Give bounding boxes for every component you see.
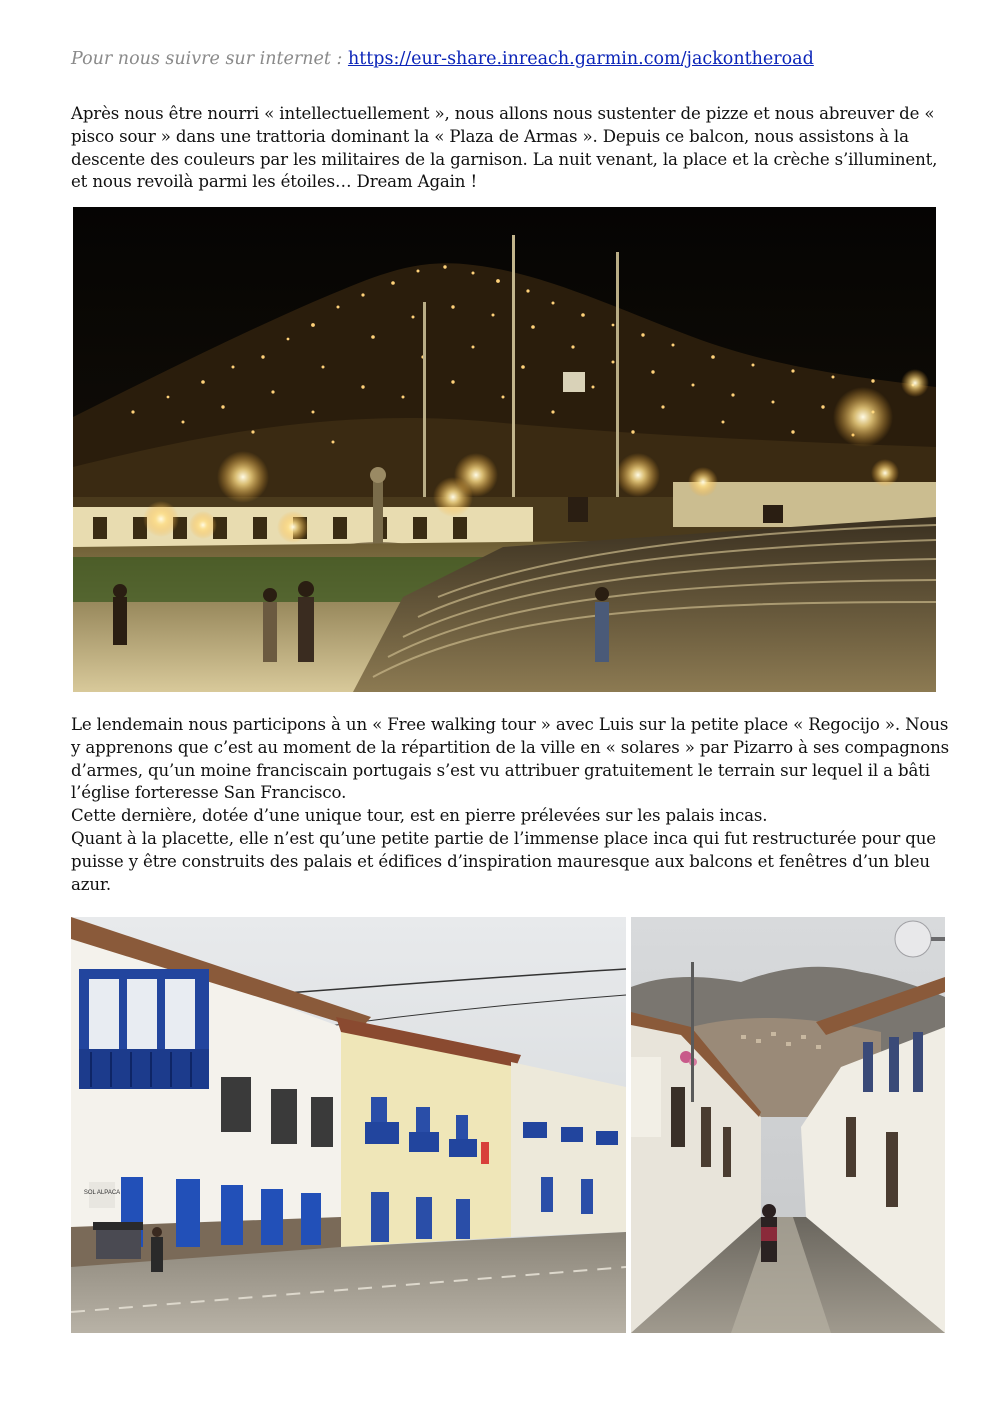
walking-tour-line-2: Cette dernière, dotée d’une unique tour, est en pierre prélevées sur les palais incas. (71, 806, 768, 826)
photo-plaza-de-armas-night (73, 207, 936, 692)
header-line (71, 47, 951, 71)
photo-blue-balconies-street (71, 917, 626, 1333)
walking-tour-line-3: Quant à la placette, elle n’est qu’une petite partie de l’immense place inca qui fut restructurée pour que puisse y être construits des palais et édifices d’inspiration mauresque aux balcons et fenêtres d’un bleu azur. (71, 828, 936, 894)
tracking-link[interactable]: https://eur-share.inreach.garmin.com/jackontheroad (347, 49, 814, 69)
photo-narrow-alley (631, 917, 945, 1333)
walking-tour-line-1: Le lendemain nous participons à un « Free walking tour » avec Luis sur la petite place « Regocijo ». Nous y apprenons que c’est au moment de la répartition de la ville en « solares » par Pizarro à ses compagnons d’armes, qu’un moine franciscain portugais s’est vu attribuer gratuitement le terrain sur lequel il a bâti l’église forteresse San Francisco. (71, 715, 950, 803)
shop-sign-text: SOL ALPACA (83, 1190, 121, 1196)
follow-us-text: Pour nous suivre sur internet : (71, 49, 343, 69)
paragraph-pisco-text: Après nous être nourri « intellectuellement », nous allons nous sustenter de pizze et nous abreuver de « pisco sour » dans une trattoria dominant la « Plaza de Armas ». Depuis ce balcon, nous assistons à la descente des couleurs par les militaires de la garnison. La nuit venant, la place et la crèche s’illuminent, et nous revoilà parmi les étoiles… Dream Again ! (71, 104, 938, 192)
paragraph-pisco (71, 103, 951, 194)
paragraph-walking-tour (71, 714, 951, 896)
